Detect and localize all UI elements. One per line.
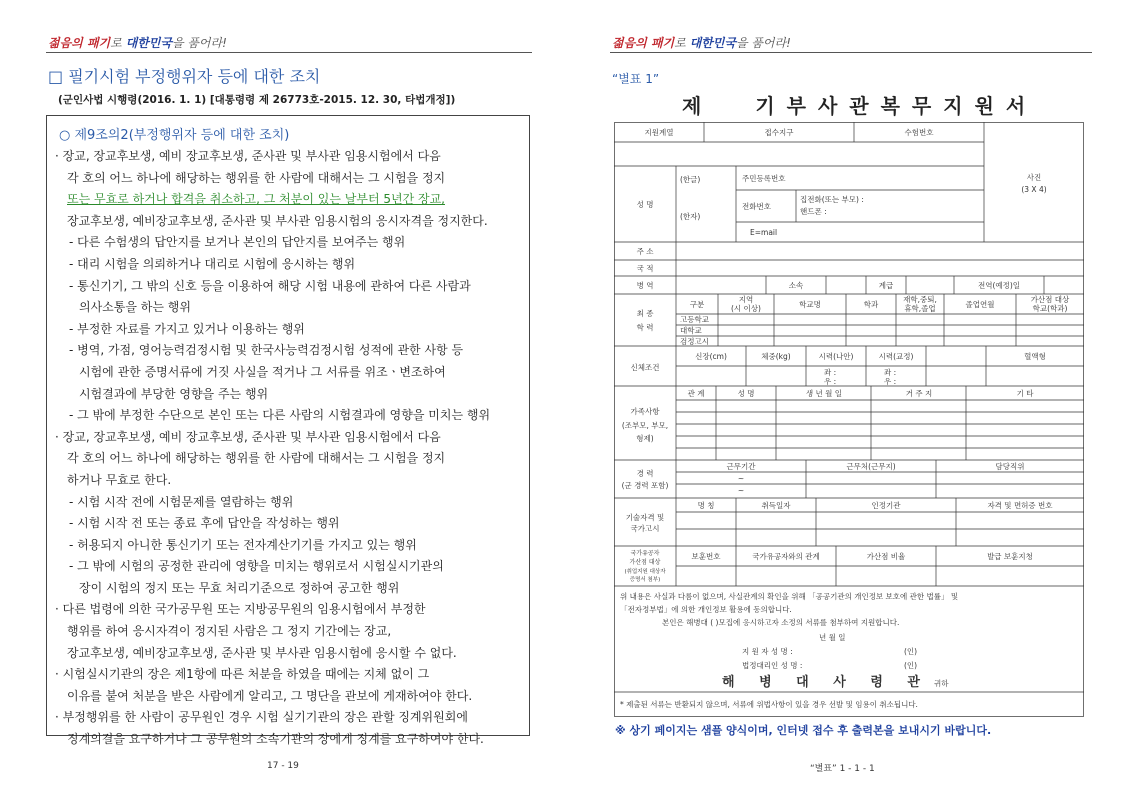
header-part: 로 <box>110 36 126 50</box>
article-line: · 부정행위를 한 사람이 공무원인 경우 시험 실기기관의 장은 관할 징계위원회에 <box>55 710 468 725</box>
cell-label: 검정고시 <box>680 337 709 346</box>
cell-label: 가산점 대상 <box>629 559 661 566</box>
cell-label: (한자) <box>680 212 701 221</box>
article-line: 장교후보생, 예비장교후보생, 준사관 및 부사관 임용시험에 응시할 수 없다. <box>67 645 457 660</box>
footnote: * 제출된 서류는 반환되지 않으며, 서류에 위법사항이 있을 경우 선발 및 임용이 취소됩니다. <box>620 700 918 709</box>
article-line: - 대리 시험을 의뢰하거나 대리로 시험에 응시하는 행위 <box>69 256 356 271</box>
cell-label: 기 타 <box>1016 389 1034 398</box>
article-line: - 그 밖에 부정한 수단으로 본인 또는 다른 사람의 시험결과에 영향을 미치는 행위 <box>69 408 491 423</box>
cell-label: 핸드폰 : <box>800 207 827 216</box>
cell-label: ~ <box>737 474 745 483</box>
statement-text: 본인은 해병대 ( )모집에 응시하고자 소정의 서류를 첨부하여 지원합니다. <box>662 618 900 627</box>
article-line: - 부정한 자료를 가지고 있거나 이용하는 행위 <box>69 321 305 336</box>
cell-label: 재학,중퇴, <box>903 295 937 304</box>
statement-text: 위 내용은 사실과 다름이 없으며, 사실관계의 확인을 위해 「공공기관의 개인정보 보호에 관한 법률」 및 <box>620 592 959 601</box>
addressee: 해 병 대 사 령 관 <box>722 675 930 690</box>
seal-mark: (인) <box>904 661 918 670</box>
signature-line: 지 원 자 성 명 : <box>742 647 793 656</box>
cell-label: 소속 <box>788 281 804 290</box>
cell-label: 시력(나안) <box>818 352 854 361</box>
article-line: · 장교, 장교후보생, 예비 장교후보생, 준사관 및 부사관 임용시험에서 다음 <box>55 429 441 444</box>
cell-label: 근무처(근무지) <box>846 462 896 471</box>
cell-label: (한글) <box>680 175 701 184</box>
form-title-part: 제 <box>682 94 714 118</box>
cell-label: 성 명 <box>636 200 654 209</box>
cell-label: E=mail <box>750 228 778 237</box>
cell-label: 관 계 <box>687 389 705 398</box>
application-form <box>614 122 1084 717</box>
article-body <box>55 146 523 751</box>
cell-label: 대학교 <box>680 326 702 335</box>
cell-label: 국가고시 <box>630 524 660 533</box>
cell-label: 전역(예정)일 <box>977 281 1021 290</box>
header-rule <box>46 52 532 53</box>
cell-label: 가산점 비율 <box>866 552 906 561</box>
cell-label: 학과 <box>863 300 879 309</box>
header-part: 로 <box>674 36 690 50</box>
cell-label: 지원계열 <box>644 128 674 137</box>
article-line: - 시험 시작 전 또는 종료 후에 답안을 작성하는 행위 <box>69 516 340 531</box>
cell-label: 학교명 <box>799 300 821 309</box>
article-line: - 시험 시작 전에 시험문제를 열람하는 행위 <box>69 494 294 509</box>
cell-label: 주 소 <box>636 247 654 256</box>
sample-notice: ※ 상기 페이지는 샘플 양식이며, 인터넷 접수 후 출력본을 보내시기 바랍니다. <box>615 724 992 737</box>
header-rule <box>610 52 1092 53</box>
article-line: · 다른 법령에 의한 국가공무원 또는 지방공무원의 임용시험에서 부정한 <box>55 602 426 617</box>
cell-label: 시력(교정) <box>878 352 914 361</box>
cell-label: 성 명 <box>737 389 755 398</box>
signature-line: 법정대리인 성 명 : <box>742 661 803 670</box>
date-line: 년 월 일 <box>819 633 846 642</box>
cell-label: 우 : <box>884 377 897 386</box>
cell-label: 주민등록번호 <box>742 174 786 183</box>
article-line: - 통신기기, 그 밖의 신호 등을 이용하여 해당 시험 내용에 관하여 다른 사람과 <box>69 278 471 293</box>
article-line: 이유를 붙여 처분을 받은 사람에게 알리고, 그 명단을 관보에 게재하여야 한다. <box>67 688 473 703</box>
header-part: 대한민국 <box>125 36 172 50</box>
header-part: 을 품어라! <box>735 36 791 50</box>
article-line: 행위를 하여 응시자격이 정지된 사람은 그 정지 기간에는 장교, <box>67 624 392 639</box>
cell-label: 학교(학과) <box>1032 304 1068 313</box>
page-number: “별표” 1 - 1 - 1 <box>810 764 875 774</box>
cell-label: 계급 <box>878 281 894 290</box>
appendix-label: “별표 1” <box>612 72 660 86</box>
article-line: 또는 무효로 하거나 합격을 취소하고, 그 처분이 있는 날부터 5년간 장교, <box>67 192 445 207</box>
cell-label: 담당직위 <box>995 462 1025 471</box>
cell-label: 경 력 <box>636 469 654 478</box>
cell-label: 학 력 <box>636 323 654 332</box>
cell-label: (취업지원 대상자 <box>624 569 666 575</box>
article-line: 하거나 무효로 한다. <box>67 472 172 487</box>
left-page <box>0 0 560 793</box>
cell-label: (시 이상) <box>731 304 761 313</box>
cell-label: 접수지구 <box>764 128 794 137</box>
cell-label: 거 주 지 <box>905 389 933 398</box>
cell-label: (군 경력 포함) <box>621 481 669 490</box>
article-box <box>46 115 530 747</box>
cell-label: 집전화(또는 부모) : <box>800 195 864 204</box>
cell-label: 휴학,졸업 <box>904 304 936 313</box>
cell-label: 좌 : <box>824 368 837 377</box>
cell-label: 국가유공자와의 관계 <box>752 552 820 561</box>
cell-label: ~ <box>737 486 745 495</box>
article-line: - 병역, 가점, 영어능력검정시험 및 한국사능력검정시험 성적에 관한 사항 등 <box>69 343 464 358</box>
article-line: 장교후보생, 예비장교후보생, 준사관 및 부사관 임용시험의 응시자격을 정지한다. <box>67 213 488 228</box>
cell-label: 인정기관 <box>871 501 901 510</box>
article-line: 시험에 관한 증명서류에 거짓 사실을 적거나 그 서류를 위조ㆍ변조하여 <box>79 364 446 379</box>
article-line: - 다른 수험생의 답안지를 보거나 본인의 답안지를 보여주는 행위 <box>69 235 406 250</box>
cell-label: 명 칭 <box>697 501 715 510</box>
cell-label: 보훈번호 <box>691 552 721 561</box>
cell-label: 국 적 <box>636 264 654 273</box>
article-line: 각 호의 어느 하나에 해당하는 행위를 한 사람에 대해서는 그 시험을 정지 <box>67 451 446 466</box>
cell-label: 신장(cm) <box>695 352 727 361</box>
cell-label: 최 종 <box>636 309 654 318</box>
cell-label: 고등학교 <box>680 315 709 324</box>
cell-label: 체중(kg) <box>761 352 791 361</box>
seal-mark: (인) <box>904 647 918 656</box>
form-title-part: 기부사관복무지원서 <box>755 94 1038 118</box>
header-part: 을 품어라! <box>171 36 227 50</box>
article-heading: ○ 제9조의2(부정행위자 등에 대한 조치) <box>59 128 290 143</box>
cell-label: 졸업연월 <box>965 300 995 309</box>
cell-label: 자격 및 면허증 번호 <box>987 501 1053 510</box>
cell-label: 근무기간 <box>726 462 756 471</box>
article-line: 의사소통을 하는 행위 <box>79 300 191 315</box>
cell-label: 사진 <box>1026 173 1042 182</box>
article-line: · 시험실시기관의 장은 제1항에 따른 처분을 하였을 때에는 지체 없이 그 <box>55 667 430 682</box>
cell-label: 구분 <box>689 300 705 309</box>
cell-label: 혈액형 <box>1024 352 1046 361</box>
article-line: 징계의결을 요구하거나 그 공무원의 소속기관의 장에게 징계를 요구하여야 한다. <box>67 732 484 747</box>
section-title: □ 필기시험 부정행위자 등에 대한 조치 <box>48 67 321 86</box>
header-part: 대한민국 <box>689 36 736 50</box>
article-line: - 그 밖에 시험의 공정한 관리에 영향을 미치는 행위로서 시험실시기관의 <box>69 559 444 574</box>
article-line: 장이 시험의 정지 또는 무효 처리기준으로 정하여 공고한 행위 <box>79 580 400 595</box>
cell-label: 형제) <box>636 434 654 443</box>
addressee-suffix: 귀하 <box>934 679 949 688</box>
header-part: 젊음의 패기 <box>612 36 675 50</box>
cell-label: 취득일자 <box>761 501 791 510</box>
cell-label: 우 : <box>824 377 837 386</box>
cell-label: 가족사항 <box>630 407 660 416</box>
page-header <box>612 34 791 51</box>
law-reference: (군인사법 시행령(2016. 1. 1) [대통령령 제 26773호-2015. 12. 30, 타법개정]) <box>58 94 456 106</box>
page-number: 17 - 19 <box>267 761 299 771</box>
cell-label: 가산점 대상 <box>1030 295 1070 304</box>
cell-label: 좌 : <box>884 368 897 377</box>
cell-label: 지역 <box>738 295 754 304</box>
cell-label: 수험번호 <box>904 128 934 137</box>
cell-label: 증명서 첨부) <box>629 577 661 583</box>
article-line: · 장교, 장교후보생, 예비 장교후보생, 준사관 및 부사관 임용시험에서 다음 <box>55 149 441 163</box>
article-line: 시험결과에 부당한 영향을 주는 행위 <box>79 386 269 401</box>
article-line: 각 호의 어느 하나에 해당하는 행위를 한 사람에 대해서는 그 시험을 정지 <box>67 170 446 185</box>
right-page <box>560 0 1121 793</box>
cell-label: 국가유공자 <box>630 550 660 557</box>
cell-label: 신체조건 <box>630 363 660 372</box>
cell-label: 생 년 월 일 <box>805 389 843 398</box>
page-header <box>48 34 227 51</box>
header-part: 젊음의 패기 <box>48 36 111 50</box>
cell-label: 병 역 <box>636 281 654 290</box>
cell-label: 발급 보훈지청 <box>987 552 1033 561</box>
cell-label: (3 X 4) <box>1021 185 1047 194</box>
cell-label: (조부모, 부모, <box>621 421 669 430</box>
statement-text: 「전자정부법」에 의한 개인정보 활용에 동의합니다. <box>620 605 792 614</box>
form-title <box>682 90 1037 119</box>
cell-label: 기술자격 및 <box>625 513 665 522</box>
cell-label: 전화번호 <box>742 202 771 211</box>
article-line: - 허용되지 아니한 통신기기 또는 전자계산기기를 가지고 있는 행위 <box>69 537 417 552</box>
